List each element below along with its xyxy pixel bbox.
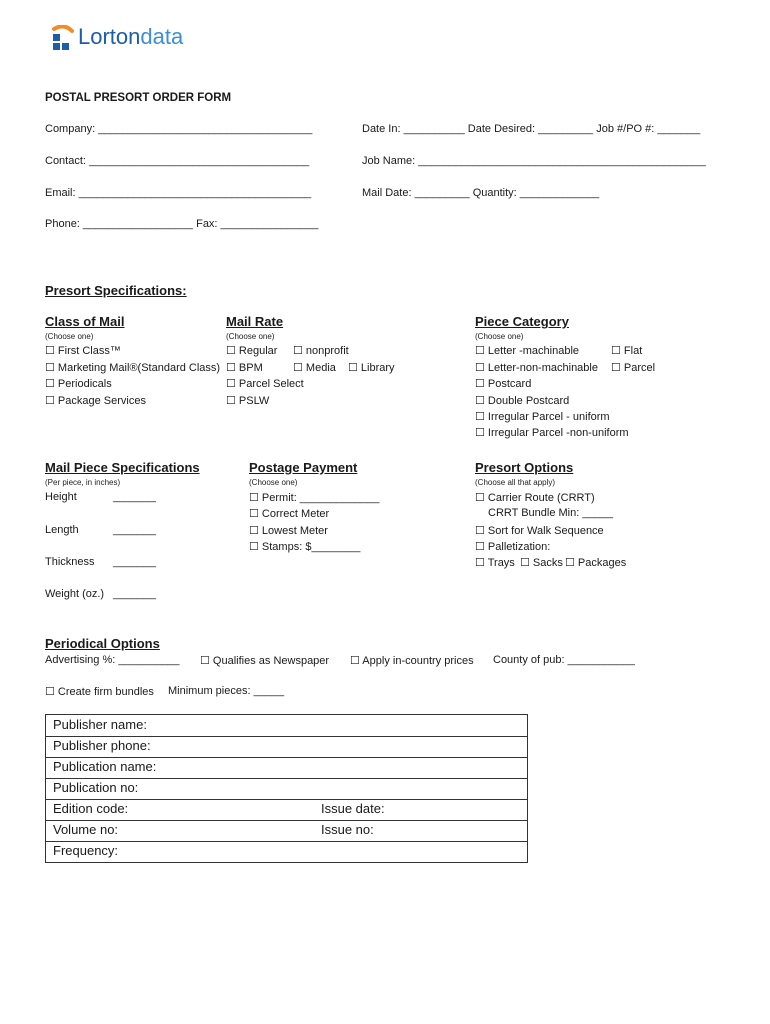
frequency-label: Frequency: bbox=[53, 843, 119, 858]
option-double-postcard[interactable]: ☐ Double Postcard bbox=[475, 395, 570, 407]
logo-text: Lortondata bbox=[78, 24, 184, 49]
option-flat[interactable]: ☐ Flat bbox=[611, 345, 643, 357]
option-regular[interactable]: ☐ Regular bbox=[226, 345, 278, 357]
weight-field[interactable]: _______ bbox=[113, 588, 156, 600]
option-sacks[interactable]: ☐ Sacks bbox=[520, 557, 563, 569]
weight-label: Weight (oz.) bbox=[45, 588, 105, 600]
option-bpm[interactable]: ☐ BPM bbox=[226, 362, 263, 374]
issue-no-label: Issue no: bbox=[321, 822, 374, 837]
option-correct-meter[interactable]: ☐ Correct Meter bbox=[249, 508, 330, 520]
publication-no-row[interactable] bbox=[46, 778, 527, 800]
thickness-label: Thickness bbox=[45, 556, 95, 568]
phone-fax-field[interactable]: Phone: __________________ Fax: ________________ bbox=[45, 218, 319, 230]
job-name-field[interactable]: Job Name: _______________________________________________ bbox=[362, 155, 706, 167]
mail-date-field[interactable]: Mail Date: _________ Quantity: _____________ bbox=[362, 187, 600, 199]
option-nonprofit[interactable]: ☐ nonprofit bbox=[293, 345, 349, 357]
option-qualifies-newspaper[interactable]: ☐ Qualifies as Newspaper bbox=[200, 655, 330, 667]
option-marketing-mail[interactable]: ☐ Marketing Mail®(Standard Class) bbox=[45, 362, 221, 374]
volume-no-label: Volume no: bbox=[53, 822, 119, 837]
logo-mark-icon bbox=[50, 25, 76, 53]
option-carrier-route[interactable]: ☐ Carrier Route (CRRT) bbox=[475, 492, 595, 504]
option-letter-nonmachinable[interactable]: ☐ Letter-non-machinable bbox=[475, 362, 598, 374]
presort-options-note: (Choose all that apply) bbox=[475, 478, 556, 487]
presort-spec-title: Presort Specifications: bbox=[45, 283, 187, 298]
option-palletization[interactable]: ☐ Palletization: bbox=[475, 541, 551, 553]
option-parcel-select[interactable]: ☐ Parcel Select bbox=[226, 378, 304, 390]
issue-date-label: Issue date: bbox=[321, 801, 385, 816]
company-field[interactable]: Company: ___________________________________ bbox=[45, 123, 313, 135]
option-packages[interactable]: ☐ Packages bbox=[565, 557, 627, 569]
option-permit[interactable]: ☐ Permit: _____________ bbox=[249, 492, 380, 504]
length-field[interactable]: _______ bbox=[113, 524, 156, 536]
option-parcel[interactable]: ☐ Parcel bbox=[611, 362, 656, 374]
publisher-phone-label: Publisher phone: bbox=[53, 738, 151, 753]
option-pslw[interactable]: ☐ PSLW bbox=[226, 395, 270, 407]
publication-name-label: Publication name: bbox=[53, 759, 157, 774]
option-postcard[interactable]: ☐ Postcard bbox=[475, 378, 532, 390]
mail-rate-header: Mail Rate bbox=[226, 314, 284, 329]
contact-field[interactable]: Contact: ____________________________________ bbox=[45, 155, 310, 167]
periodical-options-header: Periodical Options bbox=[45, 636, 160, 651]
class-of-mail-header: Class of Mail bbox=[45, 314, 125, 329]
mail-piece-note: (Per piece, in inches) bbox=[45, 478, 121, 487]
publisher-phone-row[interactable] bbox=[46, 736, 527, 758]
height-label: Height bbox=[45, 491, 77, 503]
mail-rate-note: (Choose one) bbox=[226, 332, 275, 341]
publisher-name-label: Publisher name: bbox=[53, 717, 147, 732]
option-package-services[interactable]: ☐ Package Services bbox=[45, 395, 146, 407]
option-media[interactable]: ☐ Media bbox=[293, 362, 336, 374]
piece-category-header: Piece Category bbox=[475, 314, 569, 329]
publication-name-row[interactable] bbox=[46, 757, 527, 779]
edition-code-row[interactable] bbox=[46, 799, 527, 821]
email-field[interactable]: Email: ______________________________________ bbox=[45, 187, 312, 199]
publication-no-label: Publication no: bbox=[53, 780, 139, 795]
publisher-name-row[interactable] bbox=[46, 715, 527, 737]
thickness-field[interactable]: _______ bbox=[113, 556, 156, 568]
crrt-bundle-min-field[interactable]: CRRT Bundle Min: _____ bbox=[488, 507, 613, 519]
option-first-class[interactable]: ☐ First Class™ bbox=[45, 345, 121, 357]
frequency-row[interactable] bbox=[46, 841, 527, 862]
option-lowest-meter[interactable]: ☐ Lowest Meter bbox=[249, 525, 328, 537]
option-firm-bundles[interactable]: ☐ Create firm bundles bbox=[45, 686, 154, 698]
volume-no-row[interactable] bbox=[46, 820, 527, 842]
postage-payment-note: (Choose one) bbox=[249, 478, 298, 487]
option-in-country-prices[interactable]: ☐ Apply in-country prices bbox=[350, 655, 474, 667]
length-label: Length bbox=[45, 524, 79, 536]
option-periodicals[interactable]: ☐ Periodicals bbox=[45, 378, 112, 390]
edition-code-label: Edition code: bbox=[53, 801, 129, 816]
option-irregular-nonuniform[interactable]: ☐ Irregular Parcel -non-uniform bbox=[475, 427, 629, 439]
option-irregular-uniform[interactable]: ☐ Irregular Parcel - uniform bbox=[475, 411, 610, 423]
publisher-table bbox=[45, 714, 528, 863]
postage-payment-header: Postage Payment bbox=[249, 460, 358, 475]
height-field[interactable]: _______ bbox=[113, 491, 156, 503]
date-in-field[interactable]: Date In: __________ Date Desired: _________ Job #/PO #: _______ bbox=[362, 123, 701, 135]
option-stamps[interactable]: ☐ Stamps: $________ bbox=[249, 541, 361, 553]
form-title: POSTAL PRESORT ORDER FORM bbox=[45, 92, 232, 104]
minimum-pieces-field[interactable]: Minimum pieces: _____ bbox=[168, 685, 285, 697]
option-library[interactable]: ☐ Library bbox=[348, 362, 395, 374]
piece-category-note: (Choose one) bbox=[475, 332, 524, 341]
option-letter-machinable[interactable]: ☐ Letter -machinable bbox=[475, 345, 580, 357]
county-of-pub-field[interactable]: County of pub: ___________ bbox=[493, 654, 635, 666]
presort-options-header: Presort Options bbox=[475, 460, 574, 475]
advertising-field[interactable]: Advertising %: __________ bbox=[45, 654, 180, 666]
mail-piece-header: Mail Piece Specifications bbox=[45, 460, 200, 475]
option-walk-sequence[interactable]: ☐ Sort for Walk Sequence bbox=[475, 525, 604, 537]
option-trays[interactable]: ☐ Trays bbox=[475, 557, 515, 569]
class-of-mail-note: (Choose one) bbox=[45, 332, 94, 341]
